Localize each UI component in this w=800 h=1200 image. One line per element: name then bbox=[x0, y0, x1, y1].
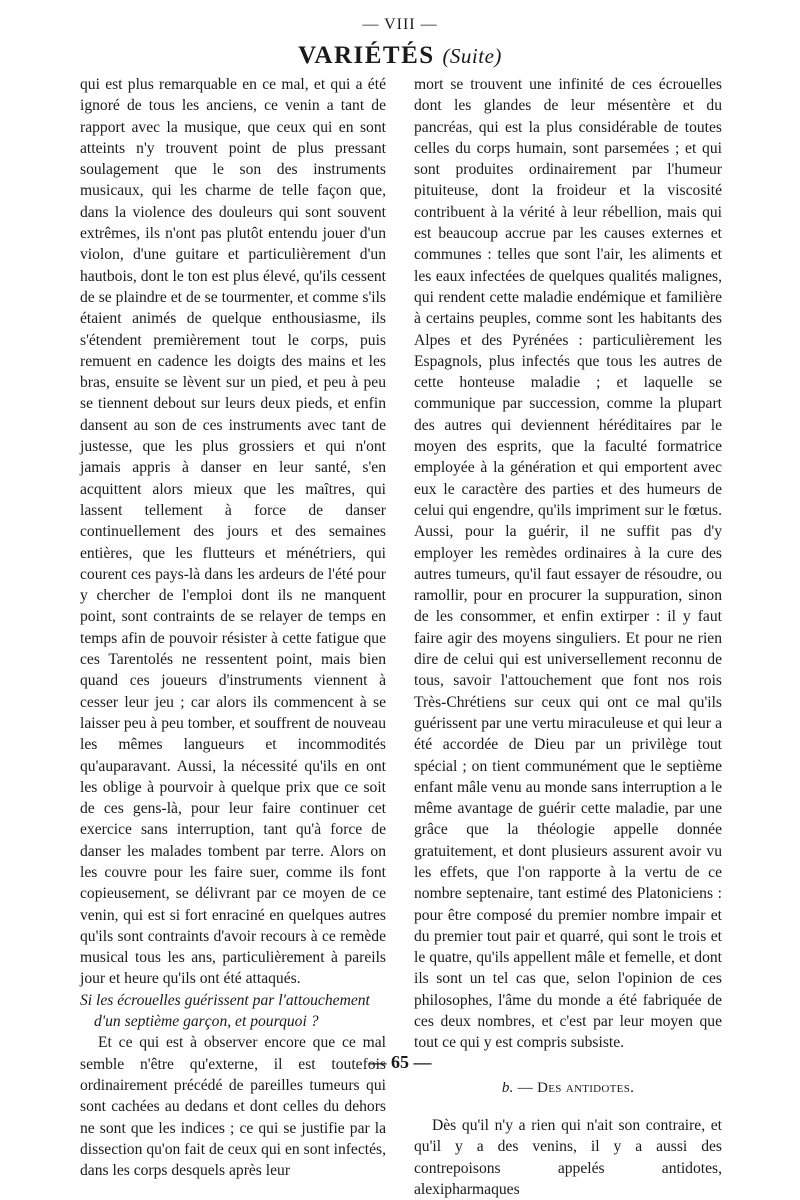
right-column bbox=[414, 74, 722, 1200]
running-head-title: VARIÉTÉS bbox=[298, 42, 435, 69]
section-heading-line2: d'un septième garçon, et pourquoi ? bbox=[94, 1013, 319, 1031]
left-paragraph-scrofula: Et ce qui est à observer encore que ce mal semble n'être qu'externe, il est toutefois ordinairement précédé de pareilles tumeurs qui sont cachées au dedans et dont celles du dehors ne sont que les indices ; ce qui se justifie par la dissection qu'on fait de ceux qui en sont infectés, dans les corps desquels après leur bbox=[80, 1034, 386, 1180]
running-head-suffix: (Suite) bbox=[442, 44, 502, 68]
subheading-text: — Des antidotes. bbox=[517, 1079, 635, 1096]
subheading-antidotes bbox=[414, 1078, 722, 1099]
page-number: — 65 — bbox=[368, 1052, 432, 1072]
right-paragraph-continued: mort se trouvent une infinité de ces écrouelles dont les glandes de leur mésentère et du pancréas, qui est la plus considérable de toutes celles du corps humain, sont parsemées ; et qui sont produites ordinairement par l'humeur pituiteuse, dont la froideur et la viscosité contribuent à la vérité à leur rébellion, mais qui est beaucoup accrue par les causes externes et communes : telles que sont l'air, les aliments et les eaux infectées de quelques qualités malignes, qui rendent cette maladie endémique et familière à certains peuples, comme sont les habitants des Alpes et des Pyrénées : particulièrement les Espagnols, plus infectés que tous les autres de cette honteuse maladie ; et laquelle se communique par succession, comme la plupart des autres qui deviennent héréditaires par le moyen des esprits, que la faculté formatrice employée à la génération et qui emportent avec eux le caractère des parties et des humeurs de celui qui engendre, qu'ils impriment sur le fœtus. Aussi, pour la guérir, il ne suffit pas d'y employer les remèdes ordinaires à la cure des autres tumeurs, qu'il faut essayer de résoudre, ou ramollir, pour en procurer la suppuration, sinon de les consommer, et enfin extirper : il y faut faire agir des moyens singuliers. Et pour ne rien dire de celui qui est universellement reconnu de tous, savoir l'attouchement que font nos rois Très-Chrétiens sur ceux qui ont ce mal qu'ils guérissent par une vertu miraculeuse et qui leur a été accordée de Dieu par un privilège tout spécial ; on tient communément que le septième enfant mâle venu au monde sans interruption a le même avantage de guérir cette maladie, par une grâce que la théologie appelle donnée gratuitement, et dont plusieurs assurent avoir vu les effets, que l'on rapporte à la vertu de ce nombre septenaire, tant estimé des Platoniciens : pour être composé du premier nombre impair et du premier tout pair et quarré, qui sont le trois et le quatre, qu'ils appellent mâle et femelle, et dont ils sont un tel cas que, selon l'opinion de ces philosophes, l'âme du monde a été fabriquée de ces deux nombres, et c'est par leur moyen que tout ce qui y est compris subsiste. bbox=[414, 76, 722, 1052]
left-paragraph-continued: qui est plus remarquable en ce mal, et qui a été ignoré de tous les anciens, ce venin a tant de rapport avec la musique, que ceux qui en sont atteints n'y trouvent point de plus pressant soulagement que le son des instruments musicaux, qui les charme de telle façon que, dans la violence des douleurs qui sont souvent extrêmes, ils n'ont pas plutôt entendu jouer d'un violon, d'une guitare et particulièrement d'un hautbois, dont le ton est plus élevé, qu'ils cessent de se plaindre et de se tourmenter, et comme s'ils étaient animés de quelque enthousiasme, ils s'étendent premièrement tout le corps, puis remuent en cadence les doigts des mains et les bras, ensuite se lèvent sur un pied, et peu à peu se tiennent debout sur leurs deux pieds, et enfin dansent au son de ces instruments avec tant de justesse, que les plus grossiers et qui n'ont jamais appris à danser en leur santé, s'en acquittent alors mieux que les maîtres, qui lassent tellement à force de danser continuellement des jours et des semaines entières, que les flutteurs et ménétriers, qui courent ces pays-là dans les ardeurs de l'été pour y chercher de l'emploi dont ils ne manquent point, sont contraints de se relayer de temps en temps afin de pouvoir résister à cette fatigue que ces Tarentolés ne ressentent point, mais bien quand ces joueurs d'instruments viennent à cesser leur jeu ; car alors ils commencent à se laisser peu à peu tomber, et souffrent de nouveau les mêmes langueurs et incommodités qu'auparavant. Aussi, la nécessité qu'ils en ont les oblige à pourvoir à quelque prix que ce soit de ces gens-là, pour leur faire continuer cet exercice sans interruption, tant qu'à force de danser les malades tombent par terre. Alors on les couvre pour les faire suer, comme ils font copieusement, se délivrant par ce moyen de ce venin, qui est si fort enraciné en quelques autres qu'ils sont contraints d'avoir recours à ce remède musical tous les ans, particulièrement à pareils jour et heure qu'ils ont été attaqués. bbox=[80, 76, 386, 988]
running-head bbox=[0, 42, 800, 70]
section-number: — VIII — bbox=[362, 16, 438, 33]
right-paragraph-antidotes: Dès qu'il n'y a rien qui n'ait son contraire, et qu'il y a des venins, il y a aussi des contrepoisons appelés antidotes, alexipharmaques bbox=[414, 1116, 722, 1198]
subheading-letter: b. bbox=[501, 1079, 514, 1096]
section-heading-line1: Si les écrouelles guérissent par l'attouchement bbox=[80, 991, 370, 1009]
left-column bbox=[80, 74, 386, 1181]
section-heading bbox=[80, 990, 386, 1033]
